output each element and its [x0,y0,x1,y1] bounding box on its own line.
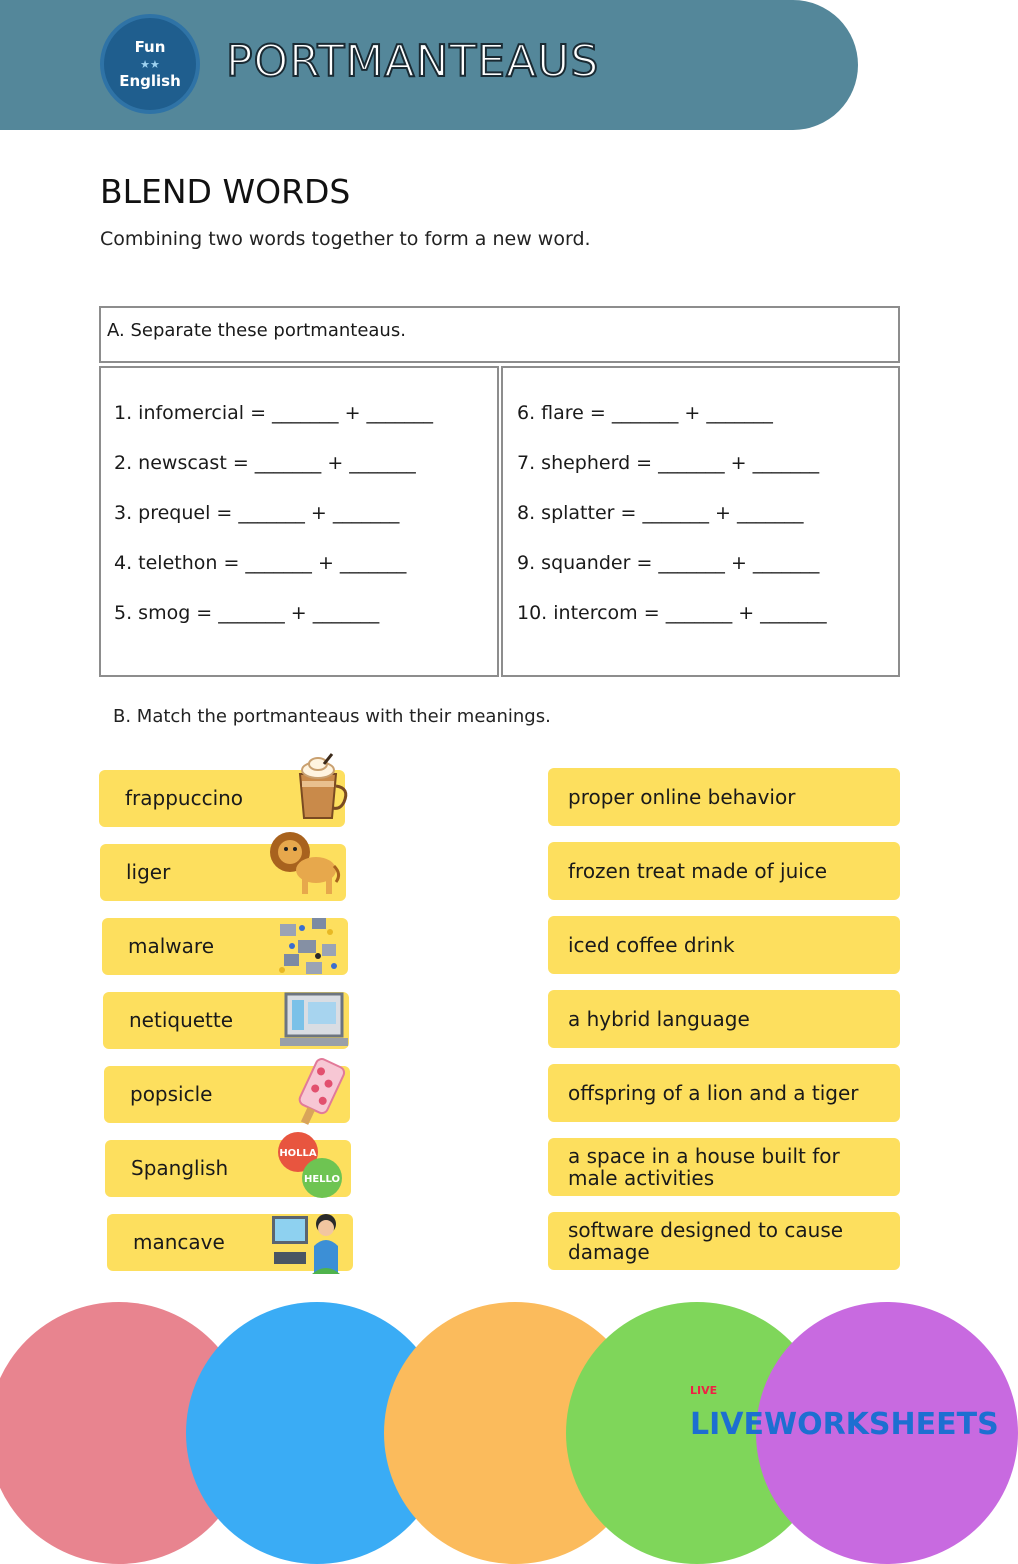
malware-bugs-icon [272,910,344,982]
part-b-instruction: B. Match the portmanteaus with their meanings. [113,706,551,727]
question-7[interactable]: 7. shepherd = _______ + _______ [517,452,820,474]
question-1[interactable]: 1. infomercial = _______ + _______ [114,402,434,424]
part-a-instruction: A. Separate these portmanteaus. [99,306,900,363]
question-5[interactable]: 5. smog = _______ + _______ [114,602,380,624]
section-title: BLEND WORDS [100,172,351,211]
gamer-icon [268,1206,340,1278]
part-a-right-column [501,366,900,677]
word-card-frappuccino[interactable]: frappuccino [99,770,345,827]
lion-icon [268,826,340,898]
liveworksheets-logo[interactable] [690,1372,1000,1442]
word-card-popsicle[interactable]: popsicle [104,1066,350,1123]
question-9[interactable]: 9. squander = _______ + _______ [517,552,820,574]
question-3[interactable]: 3. prequel = _______ + _______ [114,502,400,524]
meaning-card-7[interactable]: software designed to cause damage [548,1212,900,1270]
page-title: PORTMANTEAUS [226,36,600,87]
question-4[interactable]: 4. telethon = _______ + _______ [114,552,407,574]
word-card-netiquette[interactable]: netiquette [103,992,349,1049]
meaning-card-4[interactable]: a hybrid language [548,990,900,1048]
meaning-card-5[interactable]: offspring of a lion and a tiger [548,1064,900,1122]
question-6[interactable]: 6. flare = _______ + _______ [517,402,773,424]
logo-line2: English [119,71,181,90]
bubble-holla: HOLLA [279,1148,317,1159]
liveworksheets-text: LIVEWORKSHEETS [690,1407,999,1442]
logo-stars-icon: ★★ [140,57,160,71]
coffee-glass-icon [286,752,358,824]
question-2[interactable]: 2. newscast = _______ + _______ [114,452,416,474]
liveworksheets-small-icon: LIVE [690,1383,718,1397]
part-a-left-column [99,366,499,677]
section-intro: Combining two words together to form a new word. [100,228,591,250]
word-card-malware[interactable]: malware [102,918,348,975]
word-card-liger[interactable]: liger [100,844,346,901]
meaning-card-1[interactable]: proper online behavior [548,768,900,826]
meaning-card-2[interactable]: frozen treat made of juice [548,842,900,900]
word-card-spanglish[interactable]: Spanglish [105,1140,351,1197]
meaning-card-3[interactable]: iced coffee drink [548,916,900,974]
speech-bubbles-icon [272,1130,344,1202]
bubble-hello: HELLO [303,1174,341,1185]
question-8[interactable]: 8. splatter = _______ + _______ [517,502,804,524]
word-card-mancave[interactable]: mancave [107,1214,353,1271]
meaning-card-6[interactable]: a space in a house built for male activities [548,1138,900,1196]
question-10[interactable]: 10. intercom = _______ + _______ [517,602,827,624]
fun-english-logo [100,14,200,114]
popsicle-icon [282,1056,354,1128]
logo-line1: Fun [134,37,166,56]
laptop-icon [278,986,350,1058]
